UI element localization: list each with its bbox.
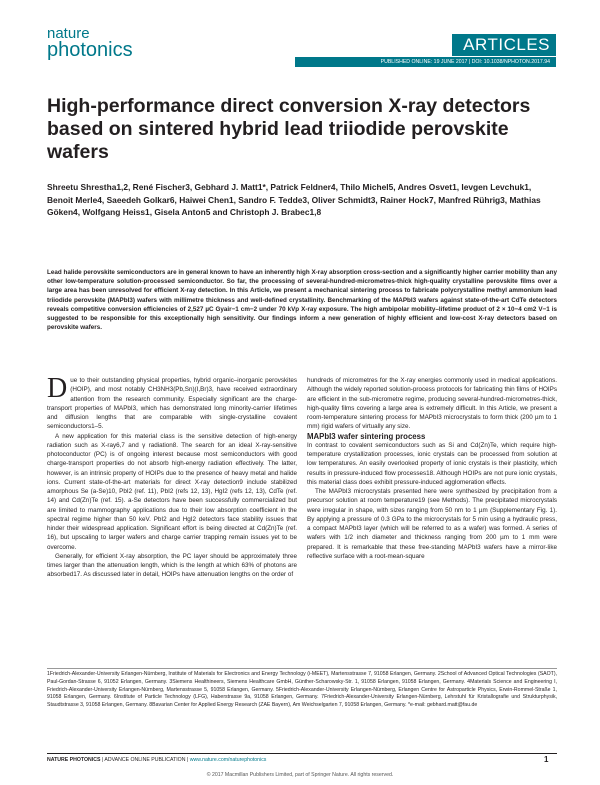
section-label: ARTICLES	[452, 34, 556, 56]
body-paragraph: hundreds of micrometres for the X-ray energies commonly used in medical applications. Although the widely reported solution-process protocols for fabricating thin films of HOIPs are efficient in the sub-micrometre regime, producing several-hundred-micrometres-thick, high-quality films covering a large area is extremely difficult. In this Article, we present a room-temperature sintering process for MAPbI3 microcrystals to form thick (200 µm to 1 mm) rigid wafers of virtually any size.	[307, 377, 557, 431]
body-column-left	[47, 373, 297, 580]
section-heading: MAPbI3 wafer sintering process	[307, 431, 426, 441]
footer-url-link[interactable]: www.nature.com/naturephotonics	[189, 757, 267, 763]
intro-text: ue to their outstanding physical properties, hybrid organic–inorganic perovskites (HOIP), and most notably CH3NH3(Pb,Sn)(I,Br)3, have received extraordinary attention from the research community. Especially significant are the charge-transport properties of MAPbI3, which has demonstrated long minority-carrier lifetimes and diffusion lengths that are comparable with single-crystalline covalent semiconductors1–5.	[47, 377, 297, 431]
journal-logo[interactable]	[47, 26, 133, 60]
footer-journal: NATURE PHOTONICS	[47, 757, 101, 763]
article-title: High-performance direct conversion X-ray detectors based on sintered hybrid lead triiodide perovskite wafers	[47, 95, 531, 163]
journal-logo-line2: photonics	[47, 39, 133, 61]
publication-info: PUBLISHED ONLINE: 19 JUNE 2017 | DOI: 10.1038/NPHOTON.2017.94	[295, 57, 556, 67]
copyright-notice: © 2017 Macmillan Publishers Limited, part of Springer Nature. All rights reserved.	[206, 772, 394, 778]
page-number: 1	[544, 755, 549, 764]
affiliations: 1Friedrich-Alexander-University Erlangen-Nürnberg, Institute of Materials for Electronics and Energy Technology (i-MEET), Martensstrasse 7, 91058 Erlangen, Germany. 2School of Advanced Optical Technologies (SAOT), Paul-Gordan-Strasse 6, 91052 Erlangen, Germany. 3Siemens Healthineers, Siemens Healthcare GmbH, Günther-Scharowsky-Str. 1, 91058 Erlangen, 91058 Erlangen, Germany. 4Materials Science and Engineering I, Friedrich-Alexander-University Erlangen-Nürnberg, Martensstrasse 5, 91058 Erlangen, Germany. 5Friedrich-Alexander-University Erlangen-Nürnberg, Erlangen Centre for Astroparticle Physics, Erwin-Rommel-Straße 1, 91058 Erlangen, Germany. 6Institute of Particle Technology (LFG), Haberstrasse 9a, 91058 Erlangen, Germany. 7Friedrich-Alexander-University Erlangen-Nürnberg, Lehrstuhl für Kristallografie und Strukturphysik, Staudtstrasse 3, 91058 Erlangen, Germany. 8Bavarian Center for Applied Energy Research (ZAE Bayern), Am Weichselgarten 7, 91058 Erlangen, Germany. *e-mail: gebhard.matt@fau.de	[47, 671, 557, 709]
footer-pub: | ADVANCE ONLINE PUBLICATION |	[100, 757, 190, 763]
body-paragraph: The MAPbI3 microcrystals presented here were synthesized by precipitation from a precursor solution at room temperature19 (see Methods). The precipitated microcrystals were irregular in shape, with sizes ranging from 50 nm to 1 µm (Supplementary Fig. 1). By applying a pressure of 0.3 GPa to the microcrystals for 5 min using a hydraulic press, a compact MAPbI3 layer (which will be referred to as a wafer) was formed. A series of wafers with 1/2 inch diameter and thickness ranging from 200 µm to 1 mm were prepared. It is remarkable that these free-standing MAPbI3 wafers have a mirror-like reflective surface with a root-mean-square	[307, 488, 557, 560]
drop-cap: D	[47, 373, 68, 404]
body-paragraph: A new application for this material class is the sensitive detection of high-energy radiation such as X-ray6,7 and γ radiation8. The search for an ideal X-ray-sensitive photoconductor (PC) is of ongoing interest because most semiconductors with good charge-transport properties do not absorb high-energy radiation effectively. The latter, however, is an intrinsic property of HOIPs due to the presence of heavy metal and halide ions. Current state-of-the-art materials for direct X-ray detection9 include stabilized amorphous Se (a-Se)10, PbI2 (ref. 11), PbI2 (refs 12, 13), HgI2 (refs 12, 13), CdTe (ref. 14) and Cd(Zn)Te (ref. 15). a-Se detectors have been successfully commercialized but are limited to mammography applications due to their low absorption coefficient in the spectral regime higher than 50 keV. PbI2 and HgI2 detectors face stability issues that hinder their widespread application. Significant effort is being directed at Cd(Zn)Te (ref. 16), but upscaling to larger wafers and charge carrier trapping remain issues yet to be overcome.	[47, 432, 297, 551]
intro-paragraph	[47, 373, 297, 432]
body-paragraph: In contrast to covalent semiconductors such as Si and Cd(Zn)Te, which require high-temperature crystallization processes, ionic crystals can be processed from solution at low temperatures. An easily overlooked property of ionic crystals is their plasticity, which results in pressure-induced flow processes18. Although HOIPs are not pure ionic crystals, this material class does exhibit pressure-induced agglomeration effects.	[307, 441, 557, 486]
journal-logo-line1: nature	[47, 25, 90, 42]
author-list: Shreetu Shrestha1,2, René Fischer3, Gebhard J. Matt1*, Patrick Feldner4, Thilo Michel5, Andres Osvet1, Ievgen Levchuk1, Benoit Merle4, Saeedeh Golkar6, Haiwei Chen1, Sandro F. Tedde3, Oliver Schmidt3, Rainer Hock7, Manfred Rührig3, Mathias Göken4, Wolfgang Heiss1, Gisela Anton5 and Christoph J. Brabec1,8	[47, 182, 541, 217]
body-column-right	[307, 376, 557, 561]
affiliation-divider	[47, 668, 557, 669]
abstract: Lead halide perovskite semiconductors are in general known to have an inherently high X-ray absorption cross-section and a significantly higher carrier mobility than any other low-temperature solution-processed semiconductor. So far, the processing of several-hundred-micrometres-thick high-quality crystalline perovskite films over a large area has been unresolved for efficient X-ray detection. In this Article, we present a mechanical sintering process to fabricate polycrystalline methyl ammonium lead triiodide perovskite (MAPbI3) wafers with millimetre thickness and well-defined crystallinity. Benchmarking of the MAPbI3 wafers against state-of-the-art CdTe detectors reveals competitive conversion efficiencies of 2,527 µC Gyair−1 cm−2 under 70 kVp X-ray exposure. The high ambipolar mobility–lifetime product of 2 × 10−4 cm2 V−1 is suggested to be responsible for this exceptionally high sensitivity. Our findings inform a new generation of highly efficient and low-cost X-ray detectors based on perovskite wafers.	[47, 269, 557, 332]
body-paragraph: Generally, for efficient X-ray absorption, the PC layer should be approximately three times larger than the attenuation length, which is the length at which 63% of photons are absorbed17. As discussed later in detail, HOIPs have attenuation lengths on the order of	[47, 552, 297, 579]
footer-info	[47, 757, 266, 763]
footer-divider	[47, 753, 557, 754]
